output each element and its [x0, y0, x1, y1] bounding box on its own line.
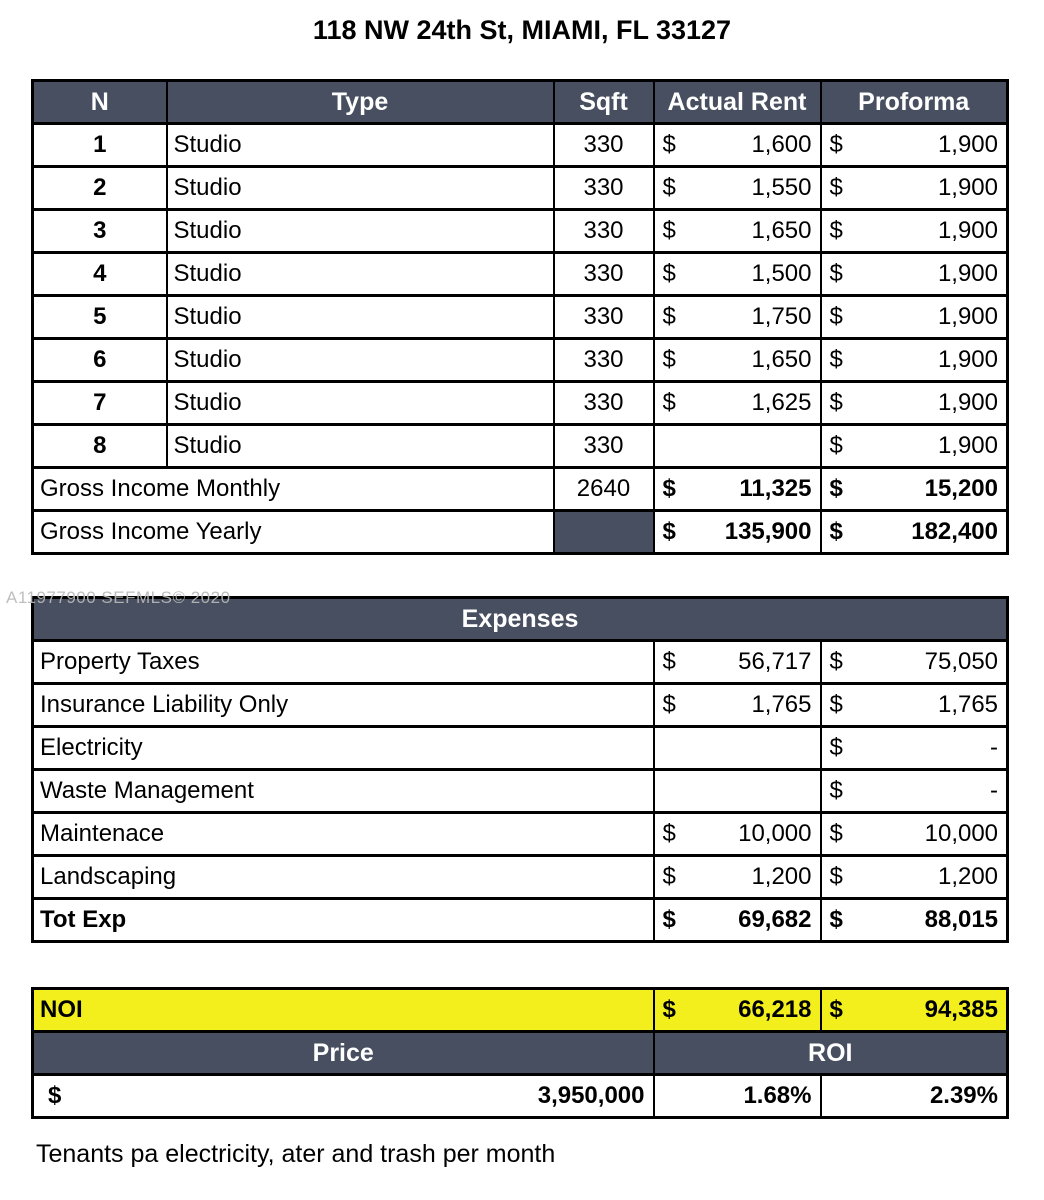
gross-yearly-label: Gross Income Yearly: [33, 511, 554, 554]
unit-actual-rent: [654, 296, 821, 339]
expense-row: [33, 813, 1008, 856]
unit-actual-rent: [654, 382, 821, 425]
gross-income-yearly-row: [33, 511, 1008, 554]
expenses-header: Expenses: [33, 598, 1008, 641]
unit-sqft: 330: [554, 339, 654, 382]
dollar-sign: $: [829, 518, 843, 545]
unit-row: [33, 296, 1008, 339]
unit-actual-rent-empty: [654, 425, 821, 468]
total-expenses-proforma: [821, 899, 1008, 942]
expense-proforma: [821, 684, 1008, 727]
amount: 1,900: [937, 260, 998, 287]
expense-proforma: [821, 727, 1008, 770]
dollar-sign: $: [829, 260, 843, 287]
unit-number: 4: [33, 253, 167, 296]
gross-monthly-proforma: [821, 468, 1008, 511]
amount: 1,900: [937, 389, 998, 416]
roi-header: ROI: [654, 1032, 1008, 1075]
unit-number: 7: [33, 382, 167, 425]
dollar-sign: $: [829, 777, 843, 804]
expense-actual: [654, 856, 821, 899]
unit-row: [33, 167, 1008, 210]
rent-header-row: [33, 81, 1008, 124]
price-header: Price: [33, 1032, 654, 1075]
gross-monthly-sqft: 2640: [554, 468, 654, 511]
unit-number: 1: [33, 124, 167, 167]
amount: 182,400: [911, 518, 998, 545]
expense-label: Property Taxes: [33, 641, 654, 684]
dollar-sign: $: [662, 217, 676, 244]
dollar-sign: $: [662, 174, 676, 201]
gross-monthly-actual: [654, 468, 821, 511]
unit-proforma: [821, 253, 1008, 296]
dollar-sign: $: [829, 906, 843, 933]
amount: 1,500: [751, 260, 812, 287]
dollar-sign: $: [829, 734, 843, 761]
amount: 1,765: [751, 691, 812, 718]
amount: 1,750: [751, 303, 812, 330]
dollar-sign: $: [662, 863, 676, 890]
expense-label: Waste Management: [33, 770, 654, 813]
unit-proforma: [821, 210, 1008, 253]
unit-type: Studio: [167, 382, 554, 425]
total-expenses-row: [33, 899, 1008, 942]
expense-row: [33, 641, 1008, 684]
unit-actual-rent: [654, 210, 821, 253]
gross-monthly-label: Gross Income Monthly: [33, 468, 554, 511]
expense-actual: [654, 684, 821, 727]
unit-sqft: 330: [554, 382, 654, 425]
amount: 1,765: [937, 691, 999, 718]
expense-proforma: [821, 856, 1008, 899]
amount: 1,900: [937, 432, 998, 459]
unit-number: 3: [33, 210, 167, 253]
rent-table: [31, 79, 1009, 555]
noi-row: [33, 989, 1008, 1032]
amount: -: [990, 777, 999, 804]
amount: 1,650: [751, 217, 812, 244]
dollar-sign: $: [662, 346, 676, 373]
expense-row: [33, 684, 1008, 727]
unit-number: 6: [33, 339, 167, 382]
amount: 1,600: [751, 131, 812, 158]
dollar-sign: $: [48, 1082, 62, 1109]
unit-type: Studio: [167, 253, 554, 296]
unit-row: [33, 210, 1008, 253]
gross-income-monthly-row: [33, 468, 1008, 511]
dollar-sign: $: [829, 174, 843, 201]
amount: 1,900: [937, 131, 998, 158]
unit-number: 8: [33, 425, 167, 468]
unit-type: Studio: [167, 296, 554, 339]
expense-actual: [654, 641, 821, 684]
unit-proforma: [821, 296, 1008, 339]
dollar-sign: $: [829, 820, 843, 847]
roi-proforma-value: 2.39%: [821, 1075, 1008, 1118]
noi-actual: [654, 989, 821, 1032]
expense-label: Landscaping: [33, 856, 654, 899]
amount: 1,200: [937, 863, 999, 890]
noi-proforma: [821, 989, 1008, 1032]
unit-number: 5: [33, 296, 167, 339]
amount: 1,625: [751, 389, 812, 416]
unit-type: Studio: [167, 339, 554, 382]
amount: 88,015: [924, 906, 999, 933]
amount: 10,000: [738, 820, 812, 847]
unit-sqft: 330: [554, 425, 654, 468]
unit-type: Studio: [167, 210, 554, 253]
expense-proforma: [821, 813, 1008, 856]
expenses-table: [31, 596, 1009, 943]
unit-actual-rent: [654, 253, 821, 296]
footnote: Tenants pa electricity, ater and trash per month: [36, 1140, 556, 1168]
expense-label: Maintenace: [33, 813, 654, 856]
dollar-sign: $: [829, 996, 843, 1023]
unit-number: 2: [33, 167, 167, 210]
amount: 66,218: [738, 996, 812, 1023]
dollar-sign: $: [829, 217, 843, 244]
unit-row: [33, 339, 1008, 382]
dollar-sign: $: [829, 389, 843, 416]
price-roi-value-row: [33, 1075, 1008, 1118]
dollar-sign: $: [662, 996, 676, 1023]
amount: 1,200: [751, 863, 812, 890]
unit-sqft: 330: [554, 296, 654, 339]
unit-type: Studio: [167, 167, 554, 210]
unit-proforma: [821, 425, 1008, 468]
unit-row: [33, 253, 1008, 296]
expense-row: [33, 727, 1008, 770]
expense-actual: [654, 813, 821, 856]
dollar-sign: $: [829, 131, 843, 158]
dollar-sign: $: [662, 820, 676, 847]
gross-yearly-proforma: [821, 511, 1008, 554]
amount: 1,900: [937, 346, 998, 373]
amount: 1,900: [937, 217, 998, 244]
unit-actual-rent: [654, 167, 821, 210]
amount: 56,717: [738, 648, 812, 675]
amount: 75,050: [924, 648, 999, 675]
unit-sqft: 330: [554, 124, 654, 167]
dollar-sign: $: [829, 432, 843, 459]
amount: 1,550: [751, 174, 812, 201]
dollar-sign: $: [662, 389, 676, 416]
col-header-n: N: [33, 81, 167, 124]
unit-row: [33, 124, 1008, 167]
mls-watermark: A11977900 SEFMLS© 2020: [6, 588, 231, 607]
unit-type: Studio: [167, 425, 554, 468]
roi-actual-value: 1.68%: [654, 1075, 821, 1118]
dollar-sign: $: [662, 906, 676, 933]
price-value: [33, 1075, 654, 1118]
dollar-sign: $: [829, 691, 843, 718]
price-roi-header-row: [33, 1032, 1008, 1075]
unit-proforma: [821, 339, 1008, 382]
total-expenses-actual: [654, 899, 821, 942]
col-header-actual-rent: Actual Rent: [654, 81, 821, 124]
unit-sqft: 330: [554, 210, 654, 253]
unit-row: [33, 425, 1008, 468]
dollar-sign: $: [829, 648, 843, 675]
amount: 1,900: [937, 174, 998, 201]
unit-proforma: [821, 124, 1008, 167]
expense-proforma: [821, 641, 1008, 684]
expense-row: [33, 856, 1008, 899]
unit-actual-rent: [654, 124, 821, 167]
dark-filled-cell: [554, 511, 654, 554]
col-header-type: Type: [167, 81, 554, 124]
dollar-sign: $: [662, 691, 676, 718]
unit-sqft: 330: [554, 167, 654, 210]
unit-actual-rent: [654, 339, 821, 382]
noi-label: NOI: [33, 989, 654, 1032]
unit-proforma: [821, 167, 1008, 210]
dollar-sign: $: [829, 303, 843, 330]
amount: 15,200: [924, 475, 998, 502]
unit-sqft: 330: [554, 253, 654, 296]
summary-table: [31, 987, 1009, 1119]
expense-row: [33, 770, 1008, 813]
unit-proforma: [821, 382, 1008, 425]
expense-label: Insurance Liability Only: [33, 684, 654, 727]
gross-yearly-actual: [654, 511, 821, 554]
amount: 135,900: [724, 518, 812, 545]
amount: 69,682: [738, 906, 812, 933]
page-title: 118 NW 24th St, MIAMI, FL 33127: [312, 15, 732, 45]
amount: 1,650: [751, 346, 812, 373]
unit-type: Studio: [167, 124, 554, 167]
expense-actual-empty: [654, 727, 821, 770]
dollar-sign: $: [662, 518, 676, 545]
dollar-sign: $: [662, 260, 676, 287]
col-header-proforma: Proforma: [821, 81, 1008, 124]
amount: 94,385: [924, 996, 998, 1023]
expense-label: Electricity: [33, 727, 654, 770]
dollar-sign: $: [829, 475, 843, 502]
amount: 10,000: [924, 820, 999, 847]
expense-actual-empty: [654, 770, 821, 813]
dollar-sign: $: [662, 303, 676, 330]
amount: 11,325: [739, 475, 812, 502]
dollar-sign: $: [662, 475, 676, 502]
dollar-sign: $: [829, 863, 843, 890]
amount: 3,950,000: [537, 1082, 645, 1109]
dollar-sign: $: [662, 131, 676, 158]
col-header-sqft: Sqft: [554, 81, 654, 124]
unit-row: [33, 382, 1008, 425]
dollar-sign: $: [662, 648, 676, 675]
dollar-sign: $: [829, 346, 843, 373]
amount: -: [990, 734, 999, 761]
amount: 1,900: [937, 303, 998, 330]
total-expenses-label: Tot Exp: [33, 899, 654, 942]
expense-proforma: [821, 770, 1008, 813]
